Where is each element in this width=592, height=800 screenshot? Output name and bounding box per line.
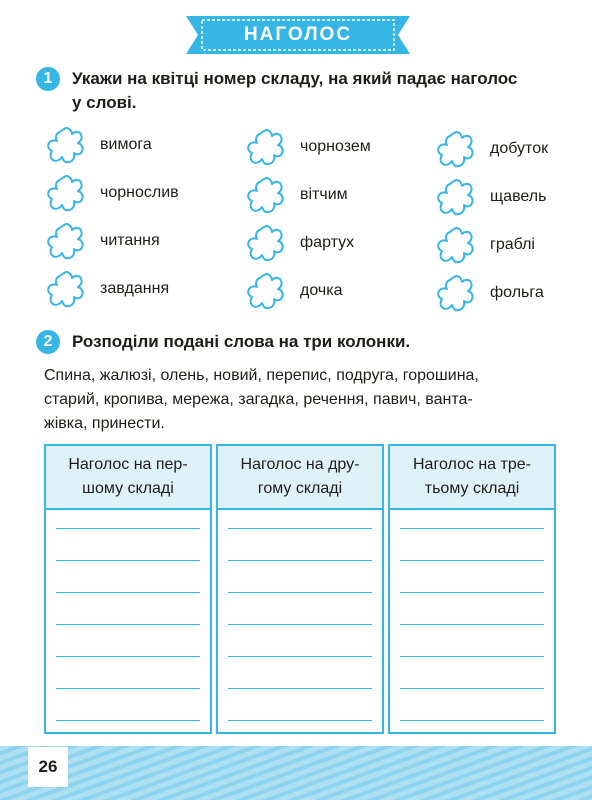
writing-line[interactable] — [228, 624, 372, 625]
flower-word: фольга — [490, 284, 544, 301]
task-2-words-line3: жівка, принести. — [44, 415, 165, 432]
column-header-line1: Наголос на пер- — [68, 456, 188, 473]
flower-word: чорнослив — [100, 184, 179, 201]
footer-band — [0, 746, 592, 800]
flower-icon[interactable] — [44, 220, 88, 264]
writing-line[interactable] — [56, 720, 200, 721]
writing-line[interactable] — [400, 656, 544, 657]
flower-icon[interactable] — [244, 222, 288, 266]
flower-word: граблі — [490, 236, 535, 253]
page-number: 26 — [28, 747, 68, 787]
column-header-line1: Наголос на тре- — [413, 456, 531, 473]
flower-icon[interactable] — [434, 128, 478, 172]
flower-word: добуток — [490, 140, 549, 157]
column-header-line2: тьому складі — [424, 480, 520, 497]
writing-line[interactable] — [228, 720, 372, 721]
flower-icon[interactable] — [244, 174, 288, 218]
flower-word: вимога — [100, 136, 152, 153]
page-title: НАГОЛОС — [243, 24, 353, 45]
column-first-syllable — [44, 444, 212, 734]
title-banner — [186, 16, 410, 54]
column-third-syllable — [388, 444, 556, 734]
column-header — [46, 446, 210, 510]
flower-word: вітчим — [300, 186, 348, 203]
column-header-line2: шому складі — [82, 480, 174, 497]
writing-line[interactable] — [400, 560, 544, 561]
column-header-line2: гому складі — [257, 480, 343, 497]
column-header — [390, 446, 554, 510]
flower-icon[interactable] — [44, 124, 88, 168]
flower-icon[interactable] — [434, 272, 478, 316]
task-2-words-line2: старий, кропива, мережа, загадка, речення, павич, ванта- — [44, 391, 473, 408]
flower-word: читання — [100, 232, 160, 249]
writing-line[interactable] — [400, 624, 544, 625]
task-2-words-line1: Спина, жалюзі, олень, новий, перепис, подруга, горошина, — [44, 367, 479, 384]
task-2-heading: Розподіли подані слова на три колонки. — [72, 332, 411, 351]
flower-icon[interactable] — [244, 126, 288, 170]
column-header — [218, 446, 382, 510]
writing-line[interactable] — [400, 528, 544, 529]
writing-line[interactable] — [56, 624, 200, 625]
flower-word: завдання — [100, 280, 170, 297]
writing-line[interactable] — [56, 560, 200, 561]
flower-icon[interactable] — [244, 270, 288, 314]
flower-word: щавель — [490, 188, 547, 205]
writing-line[interactable] — [400, 592, 544, 593]
writing-line[interactable] — [56, 656, 200, 657]
column-header-line1: Наголос на дру- — [240, 456, 360, 473]
writing-line[interactable] — [228, 528, 372, 529]
task-2-badge: 2 — [36, 330, 60, 354]
task-1-text-line1: Укажи на квітці номер складу, на який падає наголос — [72, 69, 518, 88]
writing-line[interactable] — [400, 688, 544, 689]
flower-icon[interactable] — [44, 172, 88, 216]
flower-icon[interactable] — [44, 268, 88, 312]
writing-line[interactable] — [56, 688, 200, 689]
flower-word: дочка — [300, 282, 343, 299]
column-second-syllable — [216, 444, 384, 734]
flower-word: фартух — [300, 234, 355, 251]
writing-line[interactable] — [228, 656, 372, 657]
writing-line[interactable] — [400, 720, 544, 721]
writing-line[interactable] — [56, 592, 200, 593]
flower-word: чорнозем — [300, 138, 371, 155]
task-1-text-line2: у слові. — [72, 93, 137, 112]
writing-line[interactable] — [228, 560, 372, 561]
writing-line[interactable] — [56, 528, 200, 529]
writing-line[interactable] — [228, 688, 372, 689]
flower-icon[interactable] — [434, 176, 478, 220]
writing-line[interactable] — [228, 592, 372, 593]
task-1-badge: 1 — [36, 67, 60, 91]
flower-icon[interactable] — [434, 224, 478, 268]
